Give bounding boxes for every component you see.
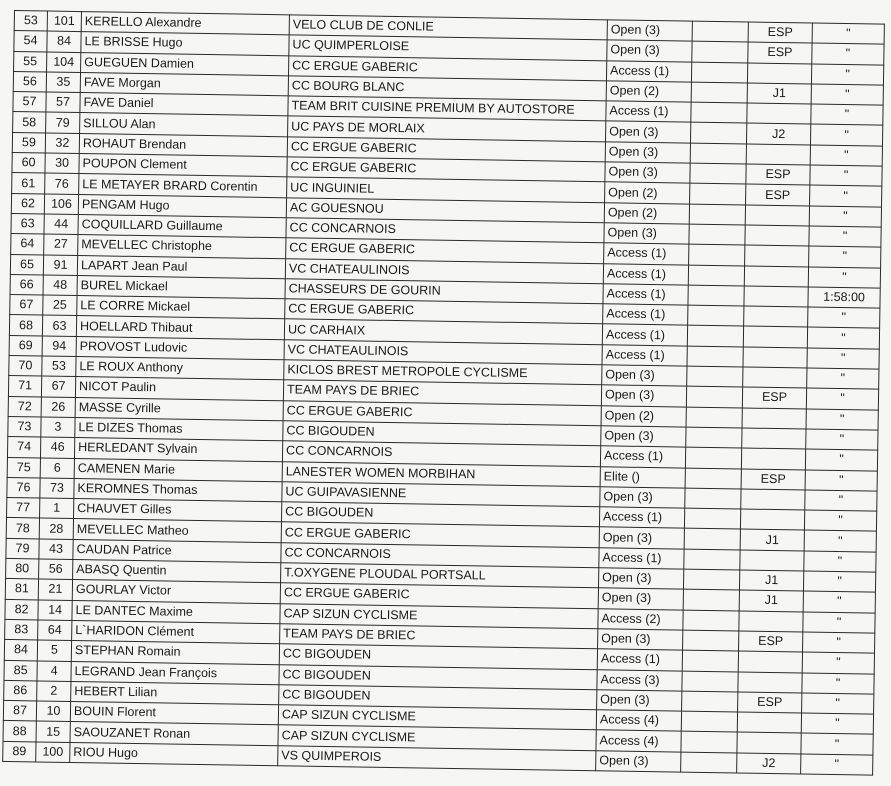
blank-cell	[683, 610, 739, 631]
club-cell: CC CONCARNOIS	[282, 441, 600, 466]
rank-cell: 87	[3, 701, 36, 722]
category-cell: Access (1)	[603, 284, 688, 306]
time-cell: "	[804, 530, 876, 551]
blank-cell	[689, 244, 745, 265]
rank-cell: 55	[14, 51, 47, 72]
blank-cell	[688, 285, 744, 306]
time-cell: "	[801, 754, 873, 775]
note-cell	[746, 144, 810, 165]
bib-cell: 48	[43, 275, 77, 296]
category-cell: Elite ()	[600, 466, 685, 488]
club-cell: CC CONCARNOIS	[281, 542, 599, 567]
time-cell: "	[811, 64, 883, 85]
club-cell: CC CONCARNOIS	[286, 218, 604, 243]
club-cell: CC BIGOUDEN	[279, 685, 597, 710]
time-cell: "	[804, 551, 876, 572]
note-cell	[740, 550, 804, 571]
rider-name-cell: HOELLARD Thibaut	[76, 316, 284, 340]
rank-cell: 81	[5, 579, 38, 600]
bib-cell: 25	[43, 295, 77, 316]
blank-cell	[687, 326, 743, 347]
bib-cell: 91	[43, 255, 77, 276]
category-cell: Open (3)	[607, 20, 692, 42]
club-cell: CC BIGOUDEN	[279, 664, 597, 689]
blank-cell	[691, 102, 747, 123]
rider-name-cell: PROVOST Ludovic	[76, 336, 284, 360]
rank-cell: 62	[11, 193, 44, 214]
rider-name-cell: LE CORRE Mickael	[77, 296, 285, 320]
club-cell: UC GUIPAVASIENNE	[282, 482, 600, 507]
rank-cell: 85	[4, 660, 37, 681]
club-cell: T.OXYGENE PLOUDAL PORTSALL	[281, 563, 599, 588]
rider-name-cell: KERELLO Alexandre	[81, 12, 289, 36]
rank-cell: 69	[9, 335, 42, 356]
category-cell: Access (3)	[597, 669, 682, 691]
note-cell	[744, 286, 808, 307]
rider-name-cell: PENGAM Hugo	[78, 194, 286, 218]
rank-cell: 82	[5, 599, 38, 620]
club-cell: KICLOS BREST METROPOLE CYCLISME	[284, 360, 602, 385]
bib-cell: 64	[38, 620, 72, 641]
time-cell: "	[801, 713, 873, 734]
category-cell: Open (3)	[598, 588, 683, 610]
bib-cell: 100	[36, 742, 70, 763]
rank-cell: 78	[6, 518, 39, 539]
rider-name-cell: HERLEDANT Sylvain	[74, 438, 282, 462]
blank-cell	[692, 41, 748, 62]
club-cell: CC ERGUE GABERIC	[285, 299, 603, 324]
rank-cell: 88	[3, 721, 36, 742]
blank-cell	[682, 691, 738, 712]
bib-cell: 10	[36, 701, 70, 722]
note-cell: J1	[747, 83, 811, 104]
category-cell: Open (3)	[597, 690, 682, 712]
blank-cell	[691, 82, 747, 103]
time-cell: "	[804, 510, 876, 531]
rider-name-cell: MEVELLEC Matheo	[73, 519, 281, 543]
category-cell: Access (1)	[606, 60, 691, 82]
club-cell: CAP SIZUN CYCLISME	[280, 603, 598, 628]
note-cell: J1	[740, 529, 804, 550]
club-cell: VS QUIMPEROIS	[278, 745, 596, 770]
rider-name-cell: L`HARIDON Clément	[72, 620, 280, 644]
bib-cell: 28	[39, 518, 73, 539]
blank-cell	[690, 184, 746, 205]
bib-cell: 46	[40, 437, 74, 458]
club-cell: CC BOURG BLANC	[288, 76, 606, 101]
club-cell: VC CHATEAULINOIS	[285, 258, 603, 283]
note-cell	[747, 103, 811, 124]
note-cell	[743, 347, 807, 368]
bib-cell: 6	[40, 458, 74, 479]
category-cell: Access (1)	[603, 304, 688, 326]
time-cell: "	[802, 693, 874, 714]
bib-cell: 94	[42, 336, 76, 357]
note-cell	[745, 205, 809, 226]
bib-cell: 3	[41, 417, 75, 438]
note-cell	[737, 732, 801, 753]
results-table-body	[3, 11, 885, 776]
club-cell: CC BIGOUDEN	[279, 644, 597, 669]
club-cell: CAP SIZUN CYCLISME	[278, 725, 596, 750]
blank-cell	[681, 731, 737, 752]
time-cell: "	[805, 470, 877, 491]
club-cell: CC BIGOUDEN	[281, 502, 599, 527]
rank-cell: 58	[13, 112, 46, 133]
category-cell: Access (2)	[598, 608, 683, 630]
bib-cell: 4	[37, 660, 71, 681]
note-cell: ESP	[746, 164, 810, 185]
rider-name-cell: NICOT Paulin	[75, 377, 283, 401]
rank-cell: 57	[13, 92, 46, 113]
time-cell: "	[807, 368, 879, 389]
blank-cell	[685, 447, 741, 468]
rank-cell: 73	[8, 416, 41, 437]
rank-cell: 67	[10, 295, 43, 316]
time-cell: "	[809, 226, 881, 247]
club-cell: VC CHATEAULINOIS	[284, 340, 602, 365]
category-cell: Open (2)	[601, 405, 686, 427]
blank-cell	[686, 427, 742, 448]
rank-cell: 72	[8, 396, 41, 417]
rider-name-cell: LEGRAND Jean François	[71, 661, 279, 685]
time-cell: "	[803, 591, 875, 612]
note-cell	[743, 326, 807, 347]
rider-name-cell: SILLOU Alan	[80, 113, 288, 137]
rank-cell: 89	[3, 741, 36, 762]
rank-cell: 84	[4, 640, 37, 661]
club-cell: TEAM PAYS DE BRIEC	[283, 380, 601, 405]
blank-cell	[690, 143, 746, 164]
club-cell: CC ERGUE GABERIC	[287, 157, 605, 182]
rider-name-cell: LE ROUX Anthony	[76, 357, 284, 381]
rider-name-cell: MEVELLEC Christophe	[78, 235, 286, 259]
bib-cell: 84	[47, 31, 81, 52]
blank-cell	[687, 346, 743, 367]
time-cell: 1:58:00	[808, 287, 880, 308]
category-cell: Open (3)	[607, 40, 692, 62]
rank-cell: 63	[11, 213, 44, 234]
note-cell	[741, 489, 805, 510]
blank-cell	[681, 711, 737, 732]
rank-cell: 71	[8, 376, 41, 397]
rank-cell: 79	[6, 538, 39, 559]
time-cell: "	[803, 571, 875, 592]
blank-cell	[683, 569, 739, 590]
time-cell: "	[806, 409, 878, 430]
category-cell: Access (4)	[596, 710, 681, 732]
rank-cell: 66	[10, 274, 43, 295]
bib-cell: 2	[37, 681, 71, 702]
rider-name-cell: ROHAUT Brendan	[79, 133, 287, 157]
bib-cell: 56	[39, 559, 73, 580]
bib-cell: 15	[36, 721, 70, 742]
rank-cell: 64	[11, 234, 44, 255]
category-cell: Open (3)	[601, 385, 686, 407]
time-cell: "	[812, 23, 884, 44]
results-table	[2, 10, 885, 776]
club-cell: CHASSEURS DE GOURIN	[285, 279, 603, 304]
rank-cell: 76	[7, 477, 40, 498]
category-cell: Open (3)	[598, 568, 683, 590]
time-cell: "	[805, 490, 877, 511]
note-cell	[747, 63, 811, 84]
time-cell: "	[810, 125, 882, 146]
category-cell: Open (3)	[605, 162, 690, 184]
note-cell	[738, 651, 802, 672]
blank-cell	[686, 407, 742, 428]
time-cell: "	[802, 672, 874, 693]
time-cell: "	[809, 206, 881, 227]
time-cell: "	[803, 632, 875, 653]
club-cell: CC ERGUE GABERIC	[283, 400, 601, 425]
blank-cell	[684, 508, 740, 529]
note-cell	[742, 428, 806, 449]
category-cell: Access (1)	[597, 649, 682, 671]
rank-cell: 56	[13, 71, 46, 92]
time-cell: "	[808, 267, 880, 288]
rider-name-cell: FAVE Daniel	[80, 93, 288, 117]
bib-cell: 21	[38, 579, 72, 600]
rider-name-cell: LE METAYER BRARD Corentin	[79, 174, 287, 198]
club-cell: CC ERGUE GABERIC	[289, 55, 607, 80]
time-cell: "	[806, 388, 878, 409]
rank-cell: 70	[9, 356, 42, 377]
note-cell: ESP	[742, 387, 806, 408]
time-cell: "	[807, 327, 879, 348]
rank-cell: 60	[12, 153, 45, 174]
club-cell: CAP SIZUN CYCLISME	[278, 705, 596, 730]
note-cell	[740, 509, 804, 530]
rider-name-cell: SAOUZANET Ronan	[70, 722, 278, 746]
rider-name-cell: ABASQ Quentin	[73, 560, 281, 584]
club-cell: CC ERGUE GABERIC	[286, 238, 604, 263]
time-cell: "	[810, 165, 882, 186]
note-cell: ESP	[738, 692, 802, 713]
rider-name-cell: STEPHAN Romain	[71, 641, 279, 665]
bib-cell: 104	[47, 52, 81, 73]
rank-cell: 65	[10, 254, 43, 275]
bib-cell: 57	[46, 92, 80, 113]
time-cell: "	[810, 185, 882, 206]
blank-cell	[686, 386, 742, 407]
club-cell: VELO CLUB DE CONLIE	[289, 15, 607, 40]
rank-cell: 83	[5, 619, 38, 640]
note-cell: ESP	[741, 469, 805, 490]
note-cell	[744, 306, 808, 327]
time-cell: "	[806, 429, 878, 450]
note-cell	[745, 245, 809, 266]
blank-cell	[690, 123, 746, 144]
bib-cell: 76	[45, 173, 79, 194]
rider-name-cell: HEBERT Lilian	[71, 681, 279, 705]
rank-cell: 68	[9, 315, 42, 336]
rider-name-cell: FAVE Morgan	[80, 72, 288, 96]
rider-name-cell: BUREL Mickael	[77, 275, 285, 299]
note-cell: ESP	[748, 42, 812, 63]
bib-cell: 32	[45, 133, 79, 154]
note-cell	[739, 611, 803, 632]
note-cell	[742, 408, 806, 429]
note-cell: J2	[737, 753, 801, 774]
time-cell: "	[812, 43, 884, 64]
rider-name-cell: POUPON Clement	[79, 154, 287, 178]
bib-cell: 43	[39, 539, 73, 560]
rank-cell: 77	[7, 498, 40, 519]
note-cell	[738, 671, 802, 692]
club-cell: LANESTER WOMEN MORBIHAN	[282, 461, 600, 486]
club-cell: CC ERGUE GABERIC	[280, 583, 598, 608]
category-cell: Open (3)	[596, 750, 681, 772]
blank-cell	[689, 204, 745, 225]
category-cell: Open (3)	[605, 142, 690, 164]
category-cell: Open (3)	[602, 365, 687, 387]
blank-cell	[684, 549, 740, 570]
blank-cell	[690, 163, 746, 184]
blank-cell	[682, 650, 738, 671]
time-cell: "	[810, 145, 882, 166]
bib-cell: 5	[37, 640, 71, 661]
club-cell: UC PAYS DE MORLAIX	[288, 116, 606, 141]
category-cell: Open (2)	[604, 202, 689, 224]
bib-cell: 1	[40, 498, 74, 519]
category-cell: Access (1)	[602, 345, 687, 367]
club-cell: AC GOUESNOU	[286, 197, 604, 222]
rank-cell: 61	[12, 173, 45, 194]
club-cell: UC INGUINIEL	[287, 177, 605, 202]
bib-cell: 101	[47, 11, 81, 32]
note-cell	[745, 225, 809, 246]
note-cell: ESP	[746, 184, 810, 205]
rider-name-cell: COQUILLARD Guillaume	[78, 215, 286, 239]
rider-name-cell: KEROMNES Thomas	[74, 478, 282, 502]
bib-cell: 44	[44, 214, 78, 235]
club-cell: CC ERGUE GABERIC	[281, 522, 599, 547]
note-cell: ESP	[748, 22, 812, 43]
club-cell: TEAM BRIT CUISINE PREMIUM BY AUTOSTORE	[288, 96, 606, 121]
club-cell: TEAM PAYS DE BRIEC	[280, 624, 598, 649]
category-cell: Open (3)	[599, 527, 684, 549]
category-cell: Access (4)	[596, 730, 681, 752]
category-cell: Access (1)	[604, 243, 689, 265]
category-cell: Access (1)	[599, 507, 684, 529]
note-cell	[743, 367, 807, 388]
category-cell: Access (1)	[603, 263, 688, 285]
category-cell: Open (3)	[598, 629, 683, 651]
note-cell	[737, 712, 801, 733]
rank-cell: 75	[7, 457, 40, 478]
rider-name-cell: CAUDAN Patrice	[73, 539, 281, 563]
time-cell: "	[809, 246, 881, 267]
category-cell: Access (1)	[599, 547, 684, 569]
rider-name-cell: CHAUVET Gilles	[74, 499, 282, 523]
bib-cell: 27	[44, 234, 78, 255]
blank-cell	[688, 305, 744, 326]
blank-cell	[681, 752, 737, 773]
note-cell: J1	[739, 590, 803, 611]
time-cell: "	[811, 84, 883, 105]
category-cell: Open (3)	[604, 223, 689, 245]
time-cell: "	[811, 104, 883, 125]
blank-cell	[683, 589, 739, 610]
note-cell: J1	[739, 570, 803, 591]
rider-name-cell: GUEGUEN Damien	[81, 52, 289, 76]
rider-name-cell: GOURLAY Victor	[72, 580, 280, 604]
note-cell: ESP	[739, 631, 803, 652]
category-cell: Open (2)	[605, 182, 690, 204]
blank-cell	[691, 62, 747, 83]
blank-cell	[684, 529, 740, 550]
note-cell: J2	[746, 124, 810, 145]
rider-name-cell: BOUIN Florent	[70, 702, 278, 726]
rider-name-cell: CAMENEN Marie	[74, 458, 282, 482]
time-cell: "	[808, 307, 880, 328]
rank-cell: 86	[4, 680, 37, 701]
time-cell: "	[803, 612, 875, 633]
bib-cell: 53	[42, 356, 76, 377]
note-cell	[741, 448, 805, 469]
category-cell: Access (1)	[600, 446, 685, 468]
note-cell	[744, 266, 808, 287]
category-cell: Open (3)	[601, 426, 686, 448]
bib-cell: 67	[41, 376, 75, 397]
bib-cell: 30	[45, 153, 79, 174]
bib-cell: 26	[41, 397, 75, 418]
time-cell: "	[801, 733, 873, 754]
rank-cell: 74	[7, 437, 40, 458]
rider-name-cell: LE DANTEC Maxime	[72, 600, 280, 624]
blank-cell	[685, 468, 741, 489]
bib-cell: 73	[40, 478, 74, 499]
category-cell: Open (3)	[606, 121, 691, 143]
bib-cell: 106	[44, 194, 78, 215]
category-cell: Access (1)	[602, 324, 687, 346]
category-cell: Open (3)	[600, 487, 685, 509]
time-cell: "	[802, 652, 874, 673]
category-cell: Access (1)	[606, 101, 691, 123]
blank-cell	[685, 488, 741, 509]
bib-cell: 35	[46, 72, 80, 93]
rank-cell: 59	[12, 132, 45, 153]
rank-cell: 54	[14, 31, 47, 52]
rider-name-cell: RIOU Hugo	[70, 742, 278, 766]
club-cell: UC CARHAIX	[284, 319, 602, 344]
bib-cell: 79	[46, 112, 80, 133]
blank-cell	[682, 671, 738, 692]
blank-cell	[689, 224, 745, 245]
time-cell: "	[807, 348, 879, 369]
blank-cell	[692, 21, 748, 42]
club-cell: CC BIGOUDEN	[283, 421, 601, 446]
blank-cell	[683, 630, 739, 651]
club-cell: UC QUIMPERLOISE	[289, 35, 607, 60]
blank-cell	[688, 265, 744, 286]
blank-cell	[687, 366, 743, 387]
rank-cell: 53	[14, 11, 47, 32]
rider-name-cell: LAPART Jean Paul	[77, 255, 285, 279]
time-cell: "	[805, 449, 877, 470]
bib-cell: 14	[38, 600, 72, 621]
rank-cell: 80	[6, 558, 39, 579]
rider-name-cell: MASSE Cyrille	[75, 397, 283, 421]
rider-name-cell: LE BRISSE Hugo	[81, 32, 289, 56]
club-cell: CC ERGUE GABERIC	[287, 137, 605, 162]
bib-cell: 63	[42, 315, 76, 336]
rider-name-cell: LE DIZES Thomas	[75, 417, 283, 441]
category-cell: Open (2)	[606, 81, 691, 103]
